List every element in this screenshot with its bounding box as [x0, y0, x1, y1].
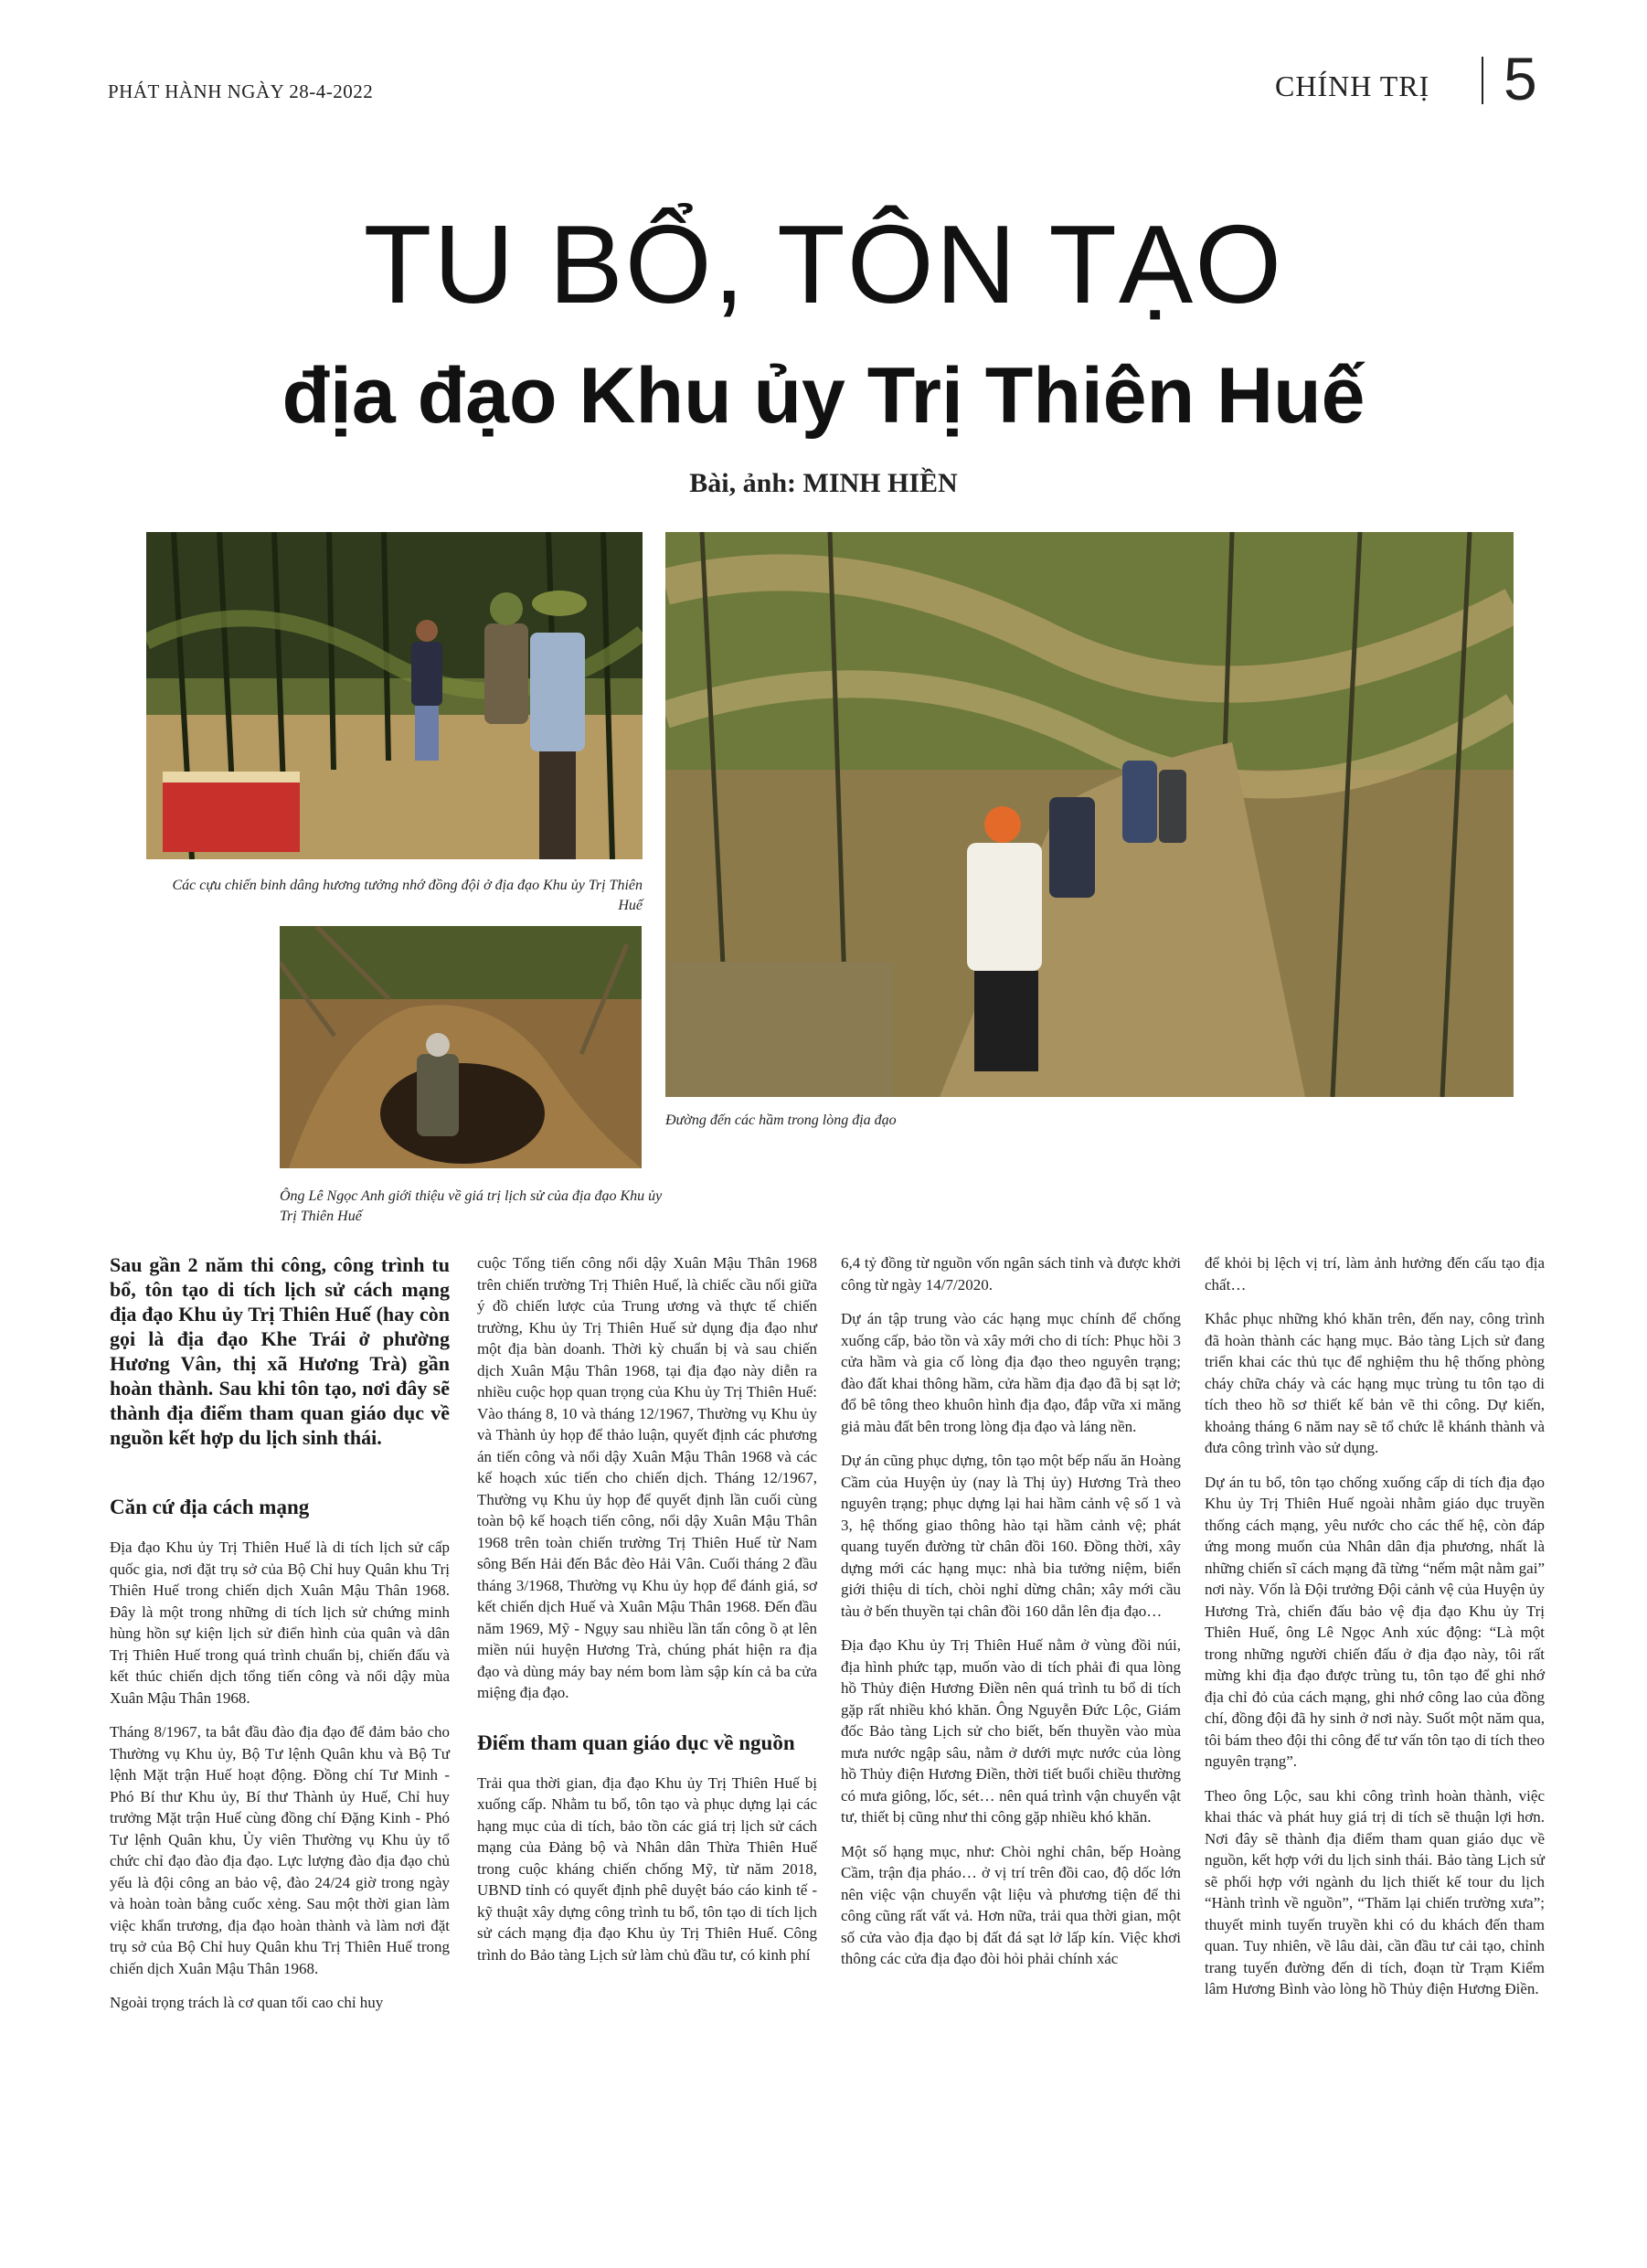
article-column-4 — [1205, 1252, 1545, 2013]
paragraph: Theo ông Lộc, sau khi công trình hoàn thành, việc khai thác và phát huy giá trị di tích sẽ thuận lợi hơn. Nơi đây sẽ thành địa điểm tham quan giáo dục về nguồn, kết hợp với du lịch sinh thái. Bảo tàng Lịch sử sẽ phối hợp với ngành du lịch thiết kế tour du lịch “Hành trình về nguồn”, “Thăm lại chiến trường xưa”; thuyết minh tuyến truyền khi có du khách đến tham quan. Tuy nhiên, về lâu dài, cần đầu tư cải tạo, chỉnh trang tuyến đường đến di tích, đoạn từ Trạm Kiểm lâm Hương Bình vào lòng hồ Thủy điện Hương Điền. — [1205, 1786, 1545, 1997]
byline: Bài, ảnh: MINH HIỀN — [689, 468, 958, 498]
paragraph: 6,4 tỷ đồng từ nguồn vốn ngân sách tỉnh và được khởi công từ ngày 14/7/2020. — [841, 1254, 1181, 1294]
article-column-3 — [841, 1252, 1181, 1983]
header-divider — [1482, 57, 1483, 104]
page-number: 5 — [1504, 45, 1537, 112]
paragraph: Khắc phục những khó khăn trên, đến nay, công trình đã hoàn thành các hạng mục. Bảo tàng Lịch sử đang triển khai các thủ tục để nghiệm thu hệ thống phòng cháy chữa cháy và các hạng mục trùng tu tôn tạo di tích theo hồ sơ thiết kế bản vẽ thi công. Dự kiến, khoảng tháng 6 năm nay sẽ tổ chức lễ khánh thành và đưa công trình vào sử dụng. — [1205, 1310, 1545, 1456]
headline-line-1: TU BỔ, TÔN TẠO — [363, 202, 1284, 326]
section-title: CHÍNH TRỊ — [1275, 69, 1430, 102]
paragraph: Một số hạng mục, như: Chòi nghỉ chân, bếp Hoàng Cầm, trận địa pháo… ở vị trí trên đồi cao, độ dốc lớn nên việc vận chuyển vật liệu và phương tiện để thi công cũng rất vất vả. Hơn nữa, trải qua thời gian, một số cửa vào địa đạo bị đất đá sạt lở lấp kín. Việc khơi thông các cửa địa đạo đòi hỏi phải chính xác — [841, 1842, 1181, 1967]
paragraph: Địa đạo Khu ủy Trị Thiên Huế là di tích lịch sử cấp quốc gia, nơi đặt trụ sở của Bộ Chỉ huy Quân khu Trị Thiên Huế trong chiến dịch Xuân Mậu Thân 1968. Đây là một trong những di tích lịch sử chứng minh hùng hồn sự kiện lịch sử điển hình của quân và dân Trị Thiên Huế trong quá trình chuẩn bị, chiến đấu và kết thúc chiến dịch tổng tiến công và nổi dậy mùa Xuân Mậu Thân 1968. — [110, 1539, 450, 1707]
release-date: PHÁT HÀNH NGÀY 28-4-2022 — [108, 80, 374, 102]
paragraph: Dự án tập trung vào các hạng mục chính để chống xuống cấp, bảo tồn và xây mới cho di tích: Phục hồi 3 cửa hầm và gia cố lòng địa đạo theo nguyên trạng; đào đất khai thông hầm, cửa hầm địa đạo đã bị sạt lở; đổ bê tông theo khuôn hình địa đạo, đắp vữa xi măng giả màu đất bên trong lòng địa đạo và láng nền. — [841, 1310, 1181, 1435]
caption-veterans: Các cựu chiến binh dâng hương tưởng nhớ đồng đội ở địa đạo Khu ủy Trị Thiên Huế — [172, 878, 643, 913]
paragraph: Tháng 8/1967, ta bắt đầu đào địa đạo để đảm bảo cho Thường vụ Khu ủy, Bộ Tư lệnh Quân khu và Bộ Tư lệnh Mặt trận Huế hoạt động. Đồng chí Tư Minh - Phó Bí thư Khu ủy, Bí thư Thành ủy Huế, Chỉ huy trưởng Mặt trận Huế cùng đồng chí Đặng Kinh - Phó Tư lệnh Quân khu, Ủy viên Thường vụ Khu ủy tổ chức chỉ đạo đào địa đạo. Lực lượng đào địa đạo chủ yếu là đội công an bảo vệ, đào 24/24 giờ trong ngày và hoàn toàn bằng cuốc xẻng. Sau một thời gian làm việc khẩn trương, địa đạo hoàn thành và làm nơi đặt trụ sở của Bộ Chỉ huy Quân khu Trị Thiên Huế trong chiến dịch Xuân Mậu Thân 1968. — [110, 1723, 450, 1977]
photo-path-to-tunnels — [665, 532, 1514, 1097]
article-lead: Sau gần 2 năm thi công, công trình tu bổ, tôn tạo di tích lịch sử cách mạng địa đạo Khu ủy Trị Thiên Huế (hay còn gọi là địa đạo Khe Trái ở phường Hương Vân, thị xã Hương Trà) gần hoàn thành. Sau khi tôn tạo, nơi đây sẽ thành địa điểm tham quan giáo dục về nguồn kết hợp du lịch sinh thái. — [110, 1253, 450, 1449]
subheading-education: Điểm tham quan giáo dục về nguồn — [477, 1730, 795, 1754]
caption-path: Đường đến các hầm trong lòng địa đạo — [665, 1113, 897, 1128]
paragraph: để khỏi bị lệch vị trí, làm ảnh hưởng đến cấu tạo địa chất… — [1205, 1254, 1545, 1294]
photo-tunnel-entrance — [280, 926, 642, 1168]
paragraph: Trải qua thời gian, địa đạo Khu ủy Trị Thiên Huế bị xuống cấp. Nhằm tu bổ, tôn tạo và phục dựng lại các hạng mục của di tích, bảo tồn các giá trị lịch sử cách mạng của Đảng bộ và Nhân dân Thừa Thiên Huế trong cuộc kháng chiến chống Mỹ, từ năm 2018, UBND tỉnh có quyết định phê duyệt báo cáo kinh tế - kỹ thuật xây dựng công trình tu bổ, tôn tạo di tích lịch sử cách mạng địa đạo Khu ủy Trị Thiên Huế. Công trình do Bảo tàng Lịch sử làm chủ đầu tư, có kinh phí — [477, 1773, 817, 1964]
paragraph: Ngoài trọng trách là cơ quan tối cao chỉ huy — [110, 1994, 384, 2011]
photo-veterans-incense — [146, 532, 643, 859]
paragraph: Địa đạo Khu ủy Trị Thiên Huế nằm ở vùng đồi núi, địa hình phức tạp, muốn vào di tích phải đi qua lòng hồ Thủy điện Hương Điền nên quá trình tu bổ di tích gặp rất nhiều khó khăn. Ông Nguyễn Đức Lộc, Giám đốc Bảo tàng Lịch sử cho biết, bến thuyền vào mùa mưa nước ngập sâu, nằm ở dưới mực nước của lòng hồ Thủy điện Hương Điền, thời tiết buổi chiều thường có mưa giông, lốc, sét… nên quá trình vận chuyển vật tư, thiết bị cũng như thi công gặp nhiều khó khăn. — [841, 1636, 1181, 1826]
paragraph: cuộc Tổng tiến công nổi dậy Xuân Mậu Thân 1968 trên chiến trường Trị Thiên Huế, là chiếc cầu nối giữa ý đồ chiến lược của Trung ương và thực tế chiến trường, Khu ủy Trị Thiên Huế sử dụng địa đạo như một địa bàn doanh. Thời kỳ chuẩn bị và sau chiến dịch Xuân Mậu Thân 1968, tại địa đạo này diễn ra nhiều cuộc họp quan trọng của Khu ủy Trị Thiên Huế: Vào tháng 8, 10 và tháng 12/1967, Thường vụ Khu ủy và Thành ủy họp để thảo luận, quyết định các phương án tiến công và nổi dậy Xuân Mậu Thân 1968 và các kế hoạch xúc tiến cho chiến dịch. Tháng 12/1967, Thường vụ Khu ủy họp để quyết định lần cuối cùng toàn bộ kế hoạch tiến công, nổi dậy Xuân Mậu Thân 1968 trên toàn chiến trường Trị Thiên Huế từ Nam sông Bến Hải đến Bắc đèo Hải Vân. Cuối tháng 2 đầu tháng 3/1968, Thường vụ Khu ủy họp để đánh giá, sơ kết chiến dịch Huế và Xuân Mậu Thân 1968. Đến đầu năm 1969, Mỹ - Ngụy sau nhiều lần tấn công ồ ạt lên miền núi huyện Hương Trà, chúng phát hiện ra địa đạo và dùng máy bay ném bom làm sập kín cả ba cửa miệng địa đạo. — [477, 1254, 817, 1701]
subheading-base: Căn cứ địa cách mạng — [110, 1496, 310, 1518]
paragraph: Dự án cũng phục dựng, tôn tạo một bếp nấu ăn Hoàng Cầm của Huyện ủy (nay là Thị ủy) Hương Trà theo nguyên trạng; phục dựng lại hai hầm cảnh vệ số 1 và 3, hệ thống giao thông hào tại hầm cảnh vệ; phát quang tuyến đường từ chân đồi 160. Đồng thời, xây dựng mới các hạng mục: nhà bia tưởng niệm, biển giới thiệu di tích, chòi nghỉ dừng chân; xây mới cầu tàu ở bến thuyền tại chân đồi 160 dẫn lên địa đạo… — [841, 1452, 1181, 1620]
article-column-2 — [477, 1252, 817, 1978]
headline-line-2: địa đạo Khu ủy Trị Thiên Huế — [282, 352, 1365, 440]
article-column-1 — [110, 1252, 450, 2027]
caption-tunnel-entrance: Ông Lê Ngọc Anh giới thiệu về giá trị lịch sử của địa đạo Khu ủy Trị Thiên Huế — [280, 1188, 663, 1224]
paragraph: Dự án tu bổ, tôn tạo chống xuống cấp di tích địa đạo Khu ủy Trị Thiên Huế ngoài nhằm giáo dục truyền thống cách mạng, yêu nước cho các thế hệ, còn đáp ứng mong muốn của Nhân dân địa phương, nhất là những chiến sĩ cách mạng đã từng “nếm mật nằm gai” nơi này. Vốn là Đội trưởng Đội cảnh vệ của Huyện ủy Hương Trà, chiến đấu bảo vệ địa đạo Khu ủy Trị Thiên Huế, ông Lê Ngọc Anh xúc động: “Là một trong những người chiến đấu ở địa đạo này, tôi rất mừng khi địa đạo được trùng tu, tôn tạo để ghi nhớ địa chỉ đỏ của cách mạng, ghi nhớ công lao của đồng chí, đồng đội đã hy sinh ở nơi này. Suốt một năm qua, tôi bám theo đội thi công để tư vấn tôn tạo di tích theo nguyên trạng”. — [1205, 1473, 1545, 1770]
